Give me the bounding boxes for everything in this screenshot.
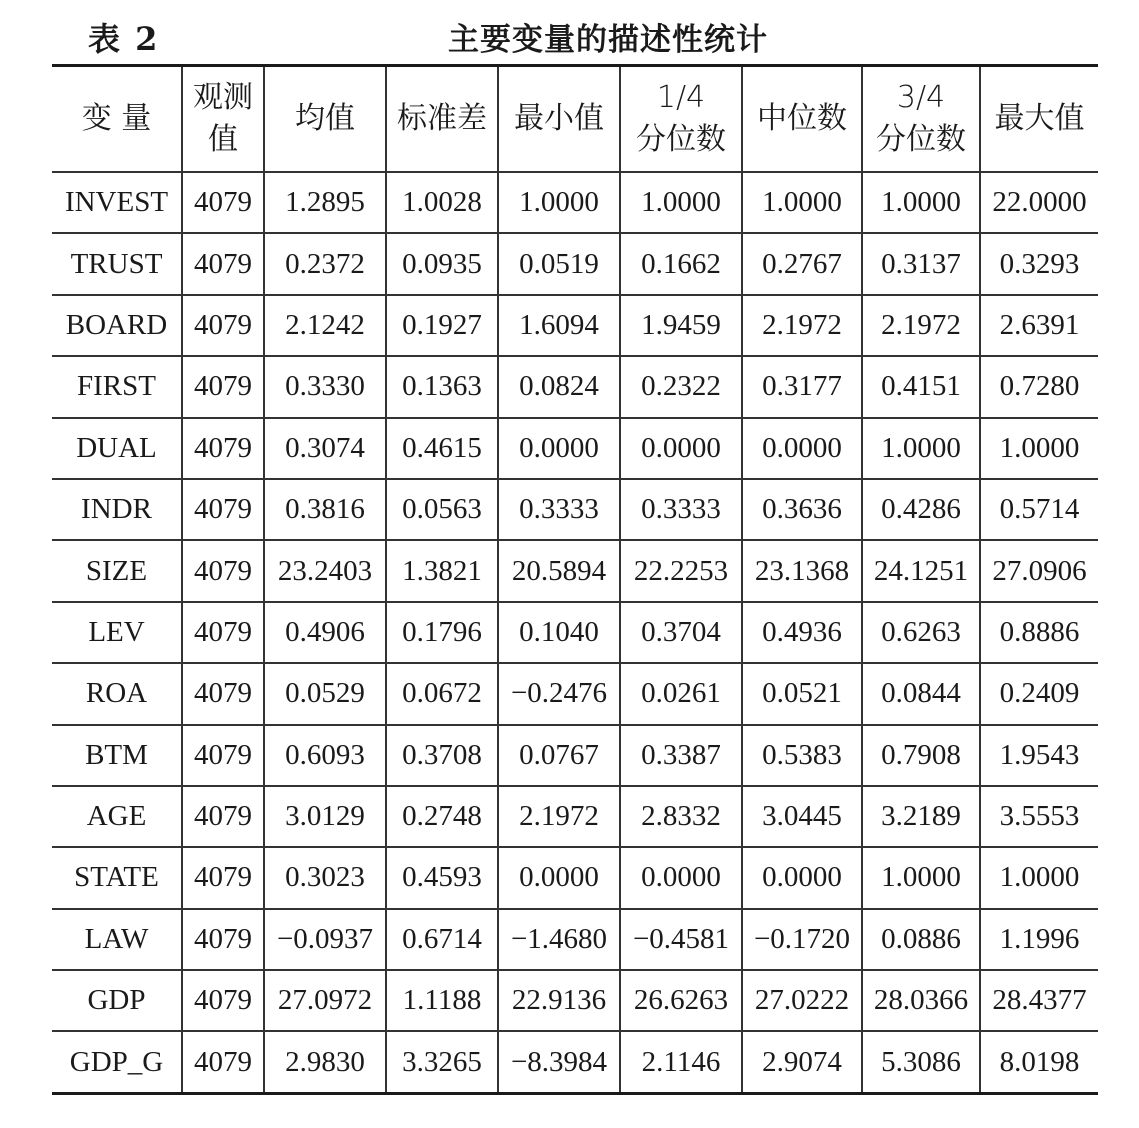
header-min — [498, 66, 620, 173]
header-label: 标准差 — [397, 101, 487, 136]
variable-name-cell: SIZE — [52, 540, 182, 601]
value-cell: 8.0198 — [980, 1031, 1098, 1093]
value-cell: 0.4936 — [742, 602, 862, 663]
value-cell: 4079 — [182, 172, 264, 233]
value-cell: 4079 — [182, 479, 264, 540]
value-cell: 0.1363 — [386, 356, 498, 417]
value-cell: 3.2189 — [862, 786, 980, 847]
value-cell: 2.8332 — [620, 786, 742, 847]
value-cell: 0.0261 — [620, 663, 742, 724]
value-cell: 0.0935 — [386, 233, 498, 294]
value-cell: 24.1251 — [862, 540, 980, 601]
value-cell: 2.1972 — [498, 786, 620, 847]
value-cell: 2.1146 — [620, 1031, 742, 1093]
value-cell: 26.6263 — [620, 970, 742, 1031]
value-cell: 0.3708 — [386, 725, 498, 786]
table-row — [52, 847, 1098, 908]
value-cell: 0.0000 — [620, 418, 742, 479]
value-cell: 5.3086 — [862, 1031, 980, 1093]
variable-name-cell: INDR — [52, 479, 182, 540]
table-body — [52, 172, 1098, 1093]
value-cell: 0.3177 — [742, 356, 862, 417]
table-row — [52, 479, 1098, 540]
value-cell: 0.7280 — [980, 356, 1098, 417]
descriptive-statistics-table — [52, 64, 1098, 1095]
value-cell: 0.3704 — [620, 602, 742, 663]
header-median — [742, 66, 862, 173]
variable-name-cell: FIRST — [52, 356, 182, 417]
value-cell: 4079 — [182, 602, 264, 663]
value-cell: 0.1927 — [386, 295, 498, 356]
value-cell: 23.1368 — [742, 540, 862, 601]
value-cell: −0.0937 — [264, 909, 386, 970]
value-cell: 2.1972 — [862, 295, 980, 356]
value-cell: 1.1996 — [980, 909, 1098, 970]
value-cell: 1.6094 — [498, 295, 620, 356]
header-label: 变 量 — [81, 101, 152, 136]
value-cell: 0.3074 — [264, 418, 386, 479]
value-cell: 1.9543 — [980, 725, 1098, 786]
value-cell: 0.0000 — [620, 847, 742, 908]
value-cell: 0.2767 — [742, 233, 862, 294]
value-cell: 1.0000 — [862, 172, 980, 233]
table-row — [52, 602, 1098, 663]
table-title: 主要变量的描述性统计 — [448, 22, 768, 58]
value-cell: 1.0000 — [620, 172, 742, 233]
value-cell: 0.0519 — [498, 233, 620, 294]
value-cell: 0.5383 — [742, 725, 862, 786]
variable-name-cell: DUAL — [52, 418, 182, 479]
table-row — [52, 663, 1098, 724]
value-cell: 1.0000 — [498, 172, 620, 233]
value-cell: 1.1188 — [386, 970, 498, 1031]
value-cell: 1.0028 — [386, 172, 498, 233]
value-cell: 4079 — [182, 663, 264, 724]
header-std-dev — [386, 66, 498, 173]
value-cell: 3.0445 — [742, 786, 862, 847]
value-cell: 4079 — [182, 847, 264, 908]
value-cell: −0.4581 — [620, 909, 742, 970]
value-cell: 0.3137 — [862, 233, 980, 294]
value-cell: 0.3293 — [980, 233, 1098, 294]
header-label: 1/4 分位数 — [636, 80, 726, 157]
value-cell: 4079 — [182, 909, 264, 970]
header-observations — [182, 66, 264, 173]
table-row — [52, 233, 1098, 294]
header-label: 均值 — [295, 101, 355, 136]
value-cell: −0.2476 — [498, 663, 620, 724]
value-cell: 4079 — [182, 970, 264, 1031]
variable-name-cell: LAW — [52, 909, 182, 970]
value-cell: 0.6093 — [264, 725, 386, 786]
value-cell: 3.0129 — [264, 786, 386, 847]
value-cell: 1.0000 — [862, 418, 980, 479]
value-cell: 1.9459 — [620, 295, 742, 356]
value-cell: 2.9074 — [742, 1031, 862, 1093]
value-cell: 0.0672 — [386, 663, 498, 724]
value-cell: 0.4151 — [862, 356, 980, 417]
value-cell: 0.5714 — [980, 479, 1098, 540]
table-row — [52, 540, 1098, 601]
value-cell: 0.0000 — [742, 418, 862, 479]
value-cell: 1.3821 — [386, 540, 498, 601]
value-cell: 2.6391 — [980, 295, 1098, 356]
value-cell: 0.0000 — [498, 847, 620, 908]
table-row — [52, 786, 1098, 847]
value-cell: 0.0000 — [742, 847, 862, 908]
value-cell: 22.2253 — [620, 540, 742, 601]
value-cell: 3.5553 — [980, 786, 1098, 847]
value-cell: 0.2409 — [980, 663, 1098, 724]
value-cell: 22.0000 — [980, 172, 1098, 233]
value-cell: 0.2372 — [264, 233, 386, 294]
value-cell: 23.2403 — [264, 540, 386, 601]
value-cell: 0.0529 — [264, 663, 386, 724]
value-cell: 0.0767 — [498, 725, 620, 786]
variable-name-cell: GDP_G — [69, 1045, 164, 1078]
value-cell: 0.1796 — [386, 602, 498, 663]
header-row — [52, 66, 1098, 173]
value-cell: 4079 — [182, 540, 264, 601]
value-cell: 0.0521 — [742, 663, 862, 724]
value-cell: 2.1242 — [264, 295, 386, 356]
value-cell: 0.6714 — [386, 909, 498, 970]
table-row — [52, 725, 1098, 786]
table-row — [52, 418, 1098, 479]
value-cell: 4079 — [182, 295, 264, 356]
value-cell: 4079 — [182, 356, 264, 417]
header-variable — [52, 66, 182, 173]
value-cell: 2.9830 — [264, 1031, 386, 1093]
table-row — [52, 970, 1098, 1031]
value-cell: −1.4680 — [498, 909, 620, 970]
header-q1 — [620, 66, 742, 173]
variable-name-cell: STATE — [52, 847, 182, 908]
value-cell: 0.2748 — [386, 786, 498, 847]
value-cell: 28.4377 — [980, 970, 1098, 1031]
value-cell: 0.0886 — [862, 909, 980, 970]
value-cell: 0.0824 — [498, 356, 620, 417]
table-caption — [0, 0, 1139, 62]
value-cell: −0.1720 — [742, 909, 862, 970]
value-cell: 4079 — [182, 233, 264, 294]
variable-name-cell: INVEST — [52, 172, 182, 233]
value-cell: 22.9136 — [498, 970, 620, 1031]
value-cell: 2.1972 — [742, 295, 862, 356]
value-cell: 4079 — [182, 418, 264, 479]
value-cell: 0.4906 — [264, 602, 386, 663]
table-row — [52, 909, 1098, 970]
variable-name-cell: TRUST — [52, 233, 182, 294]
value-cell: 27.0972 — [264, 970, 386, 1031]
value-cell: 27.0906 — [980, 540, 1098, 601]
value-cell: 4079 — [182, 786, 264, 847]
value-cell: 1.2895 — [264, 172, 386, 233]
value-cell: 1.0000 — [980, 418, 1098, 479]
value-cell: 0.0000 — [498, 418, 620, 479]
value-cell: 0.3636 — [742, 479, 862, 540]
value-cell: 0.2322 — [620, 356, 742, 417]
value-cell: 0.8886 — [980, 602, 1098, 663]
header-label: 观测 值 — [193, 80, 253, 157]
table-row — [52, 1031, 1098, 1093]
value-cell: 1.0000 — [862, 847, 980, 908]
header-label: 中位数 — [757, 101, 847, 136]
value-cell: 0.3816 — [264, 479, 386, 540]
value-cell: 28.0366 — [862, 970, 980, 1031]
table-row — [52, 295, 1098, 356]
value-cell: 0.0844 — [862, 663, 980, 724]
header-mean — [264, 66, 386, 173]
value-cell: 20.5894 — [498, 540, 620, 601]
value-cell: 1.0000 — [742, 172, 862, 233]
value-cell: 0.4615 — [386, 418, 498, 479]
value-cell: 27.0222 — [742, 970, 862, 1031]
value-cell: 0.7908 — [862, 725, 980, 786]
variable-name-cell: GDP — [52, 970, 182, 1031]
value-cell: 0.3387 — [620, 725, 742, 786]
header-q3 — [862, 66, 980, 173]
value-cell: 0.3333 — [620, 479, 742, 540]
variable-name-cell: LEV — [52, 602, 182, 663]
value-cell: 4079 — [182, 1031, 264, 1093]
value-cell: 0.3333 — [498, 479, 620, 540]
value-cell: 1.0000 — [980, 847, 1098, 908]
value-cell: 0.4286 — [862, 479, 980, 540]
value-cell: 0.0563 — [386, 479, 498, 540]
table-row — [52, 172, 1098, 233]
value-cell: −8.3984 — [498, 1031, 620, 1093]
value-cell: 0.3023 — [264, 847, 386, 908]
variable-name-cell: AGE — [52, 786, 182, 847]
value-cell: 0.1040 — [498, 602, 620, 663]
value-cell: 0.6263 — [862, 602, 980, 663]
value-cell: 0.3330 — [264, 356, 386, 417]
value-cell: 0.1662 — [620, 233, 742, 294]
value-cell: 0.4593 — [386, 847, 498, 908]
value-cell: 3.3265 — [386, 1031, 498, 1093]
variable-name-cell: ROA — [52, 663, 182, 724]
header-label: 最小值 — [514, 101, 604, 136]
header-label: 3/4 分位数 — [876, 80, 966, 157]
value-cell: 4079 — [182, 725, 264, 786]
header-label: 最大值 — [994, 101, 1085, 136]
variable-name-cell: BOARD — [52, 295, 182, 356]
variable-name-cell: BTM — [52, 725, 182, 786]
table-number: 表 2 — [88, 20, 160, 58]
header-max — [980, 66, 1098, 173]
table-row — [52, 356, 1098, 417]
